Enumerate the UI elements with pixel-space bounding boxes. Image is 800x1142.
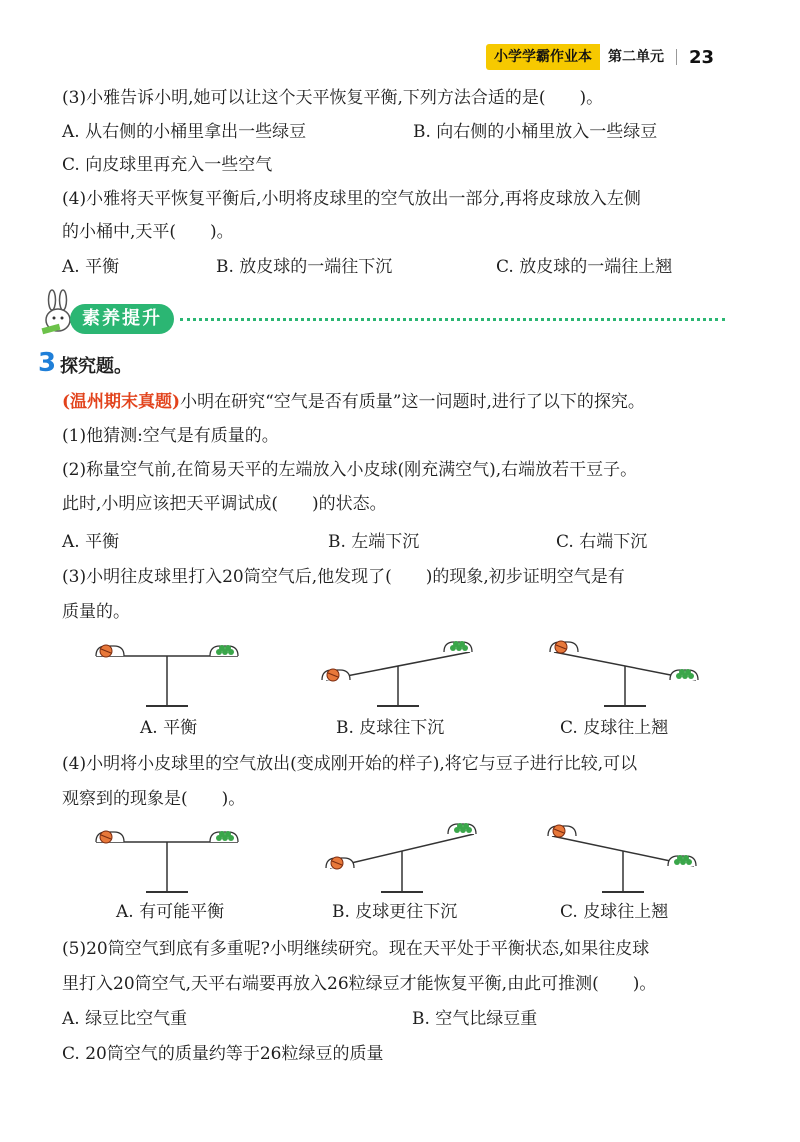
- step2-line1: (2)称量空气前,在简易天平的左端放入小皮球(刚充满空气),右端放若干豆子。: [62, 460, 638, 480]
- q3-stem: (3)小雅告诉小明,她可以让这个天平恢复平衡,下列方法合适的是( )。: [62, 88, 604, 108]
- step5-option-a[interactable]: A. 绿豆比空气重: [62, 1009, 188, 1029]
- step5-option-b[interactable]: B. 空气比绿豆重: [412, 1009, 538, 1029]
- q3-option-c[interactable]: C. 向皮球里再充入一些空气: [62, 155, 273, 175]
- source-tag: (温州期末真题): [62, 392, 181, 412]
- step1: (1)他猜测:空气是有质量的。: [62, 426, 279, 446]
- step2-option-c[interactable]: C. 右端下沉: [556, 532, 648, 552]
- question-title: 探究题。: [60, 356, 132, 377]
- q3-option-a[interactable]: A. 从右侧的小桶里拿出一些绿豆: [62, 122, 307, 142]
- q4-stem-line1: (4)小雅将天平恢复平衡后,小明将皮球里的空气放出一部分,再将皮球放入左侧: [62, 189, 641, 209]
- book-title-badge: 小学学霸作业本: [486, 44, 600, 70]
- intro-text: 小明在研究“空气是否有质量”这一问题时,进行了以下的探究。: [180, 392, 645, 412]
- step3-line1: (3)小明往皮球里打入20筒空气后,他发现了( )的现象,初步证明空气是有: [62, 567, 625, 587]
- step5-line1: (5)20筒空气到底有多重呢?小明继续研究。现在天平处于平衡状态,如果往皮球: [62, 939, 650, 959]
- figure2-caption-a: A. 有可能平衡: [116, 902, 225, 922]
- figure-caption-a: A. 平衡: [140, 718, 198, 738]
- step5-option-c[interactable]: C. 20筒空气的质量约等于26粒绿豆的质量: [62, 1044, 384, 1064]
- q3-option-b[interactable]: B. 向右侧的小桶里放入一些绿豆: [413, 122, 658, 142]
- q4-option-b[interactable]: B. 放皮球的一端往下沉: [216, 257, 393, 277]
- step4-line2: 观察到的现象是( )。: [62, 789, 246, 809]
- balance-figure-ball-up-2: [542, 816, 712, 896]
- step2-option-b[interactable]: B. 左端下沉: [328, 532, 420, 552]
- section-title: 素养提升: [70, 304, 174, 334]
- figure2-caption-c: C. 皮球往上翘: [560, 902, 669, 922]
- q4-option-a[interactable]: A. 平衡: [62, 257, 120, 277]
- balance-figure-ball-down-2: [318, 816, 488, 896]
- question-number: 3: [38, 348, 57, 378]
- figure2-caption-b: B. 皮球更往下沉: [332, 902, 458, 922]
- q4-option-c[interactable]: C. 放皮球的一端往上翘: [496, 257, 673, 277]
- figure-caption-c: C. 皮球往上翘: [560, 718, 669, 738]
- page-header: [486, 44, 714, 70]
- balance-figure-level-2: [86, 826, 256, 896]
- step5-line2: 里打入20筒空气,天平右端要再放入26粒绿豆才能恢复平衡,由此可推测( )。: [62, 974, 657, 994]
- question-intro: [62, 390, 645, 414]
- step2-option-a[interactable]: A. 平衡: [62, 532, 120, 552]
- balance-figure-ball-down: [314, 630, 484, 710]
- balance-figure-level: [86, 640, 256, 710]
- step2-line2: 此时,小明应该把天平调试成( )的状态。: [62, 494, 387, 514]
- balance-figure-ball-up: [544, 630, 714, 710]
- section-divider: [180, 318, 725, 323]
- page-number: 23: [689, 46, 715, 68]
- unit-label: 第二单元: [608, 49, 664, 65]
- figure-caption-b: B. 皮球往下沉: [336, 718, 445, 738]
- q4-stem-line2: 的小桶中,天平( )。: [62, 222, 234, 242]
- step3-line2: 质量的。: [62, 602, 130, 622]
- step4-line1: (4)小明将小皮球里的空气放出(变成刚开始的样子),将它与豆子进行比较,可以: [62, 754, 638, 774]
- header-divider: [676, 49, 677, 65]
